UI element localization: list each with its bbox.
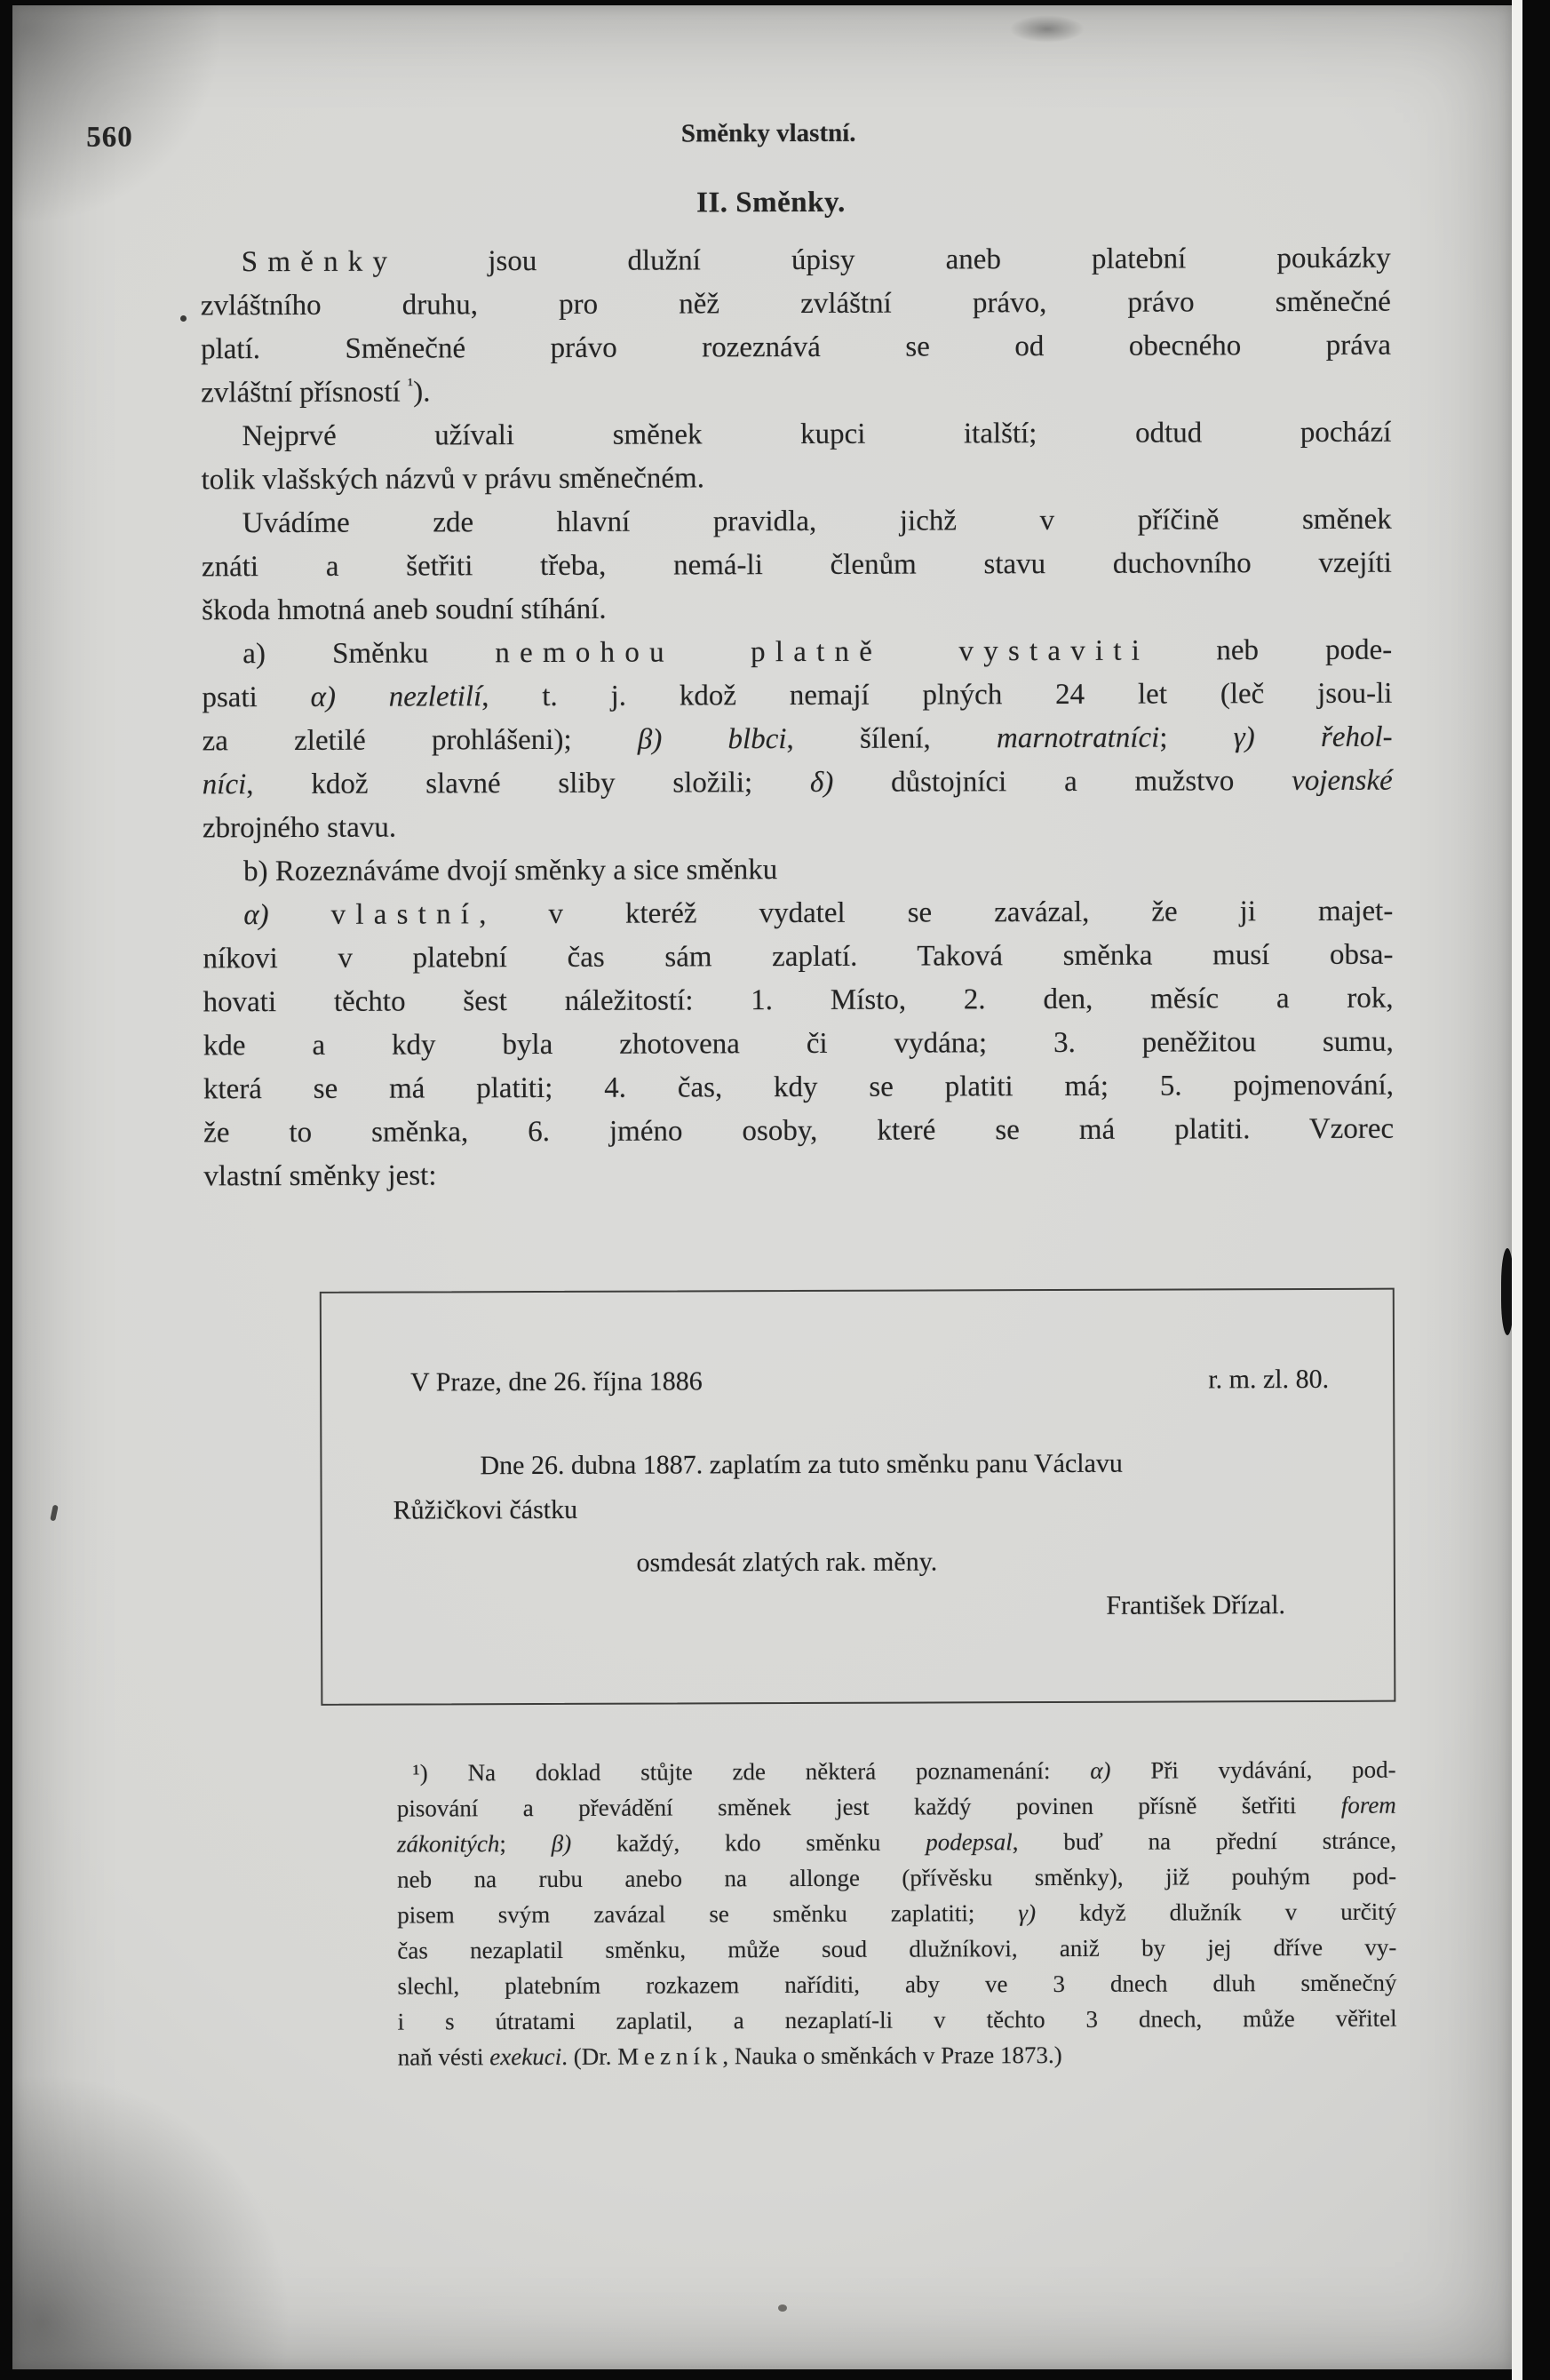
body-text	[201, 237, 1395, 1199]
text-segment: zbrojného stavu.	[202, 811, 397, 845]
scan-margin-mark	[50, 1505, 59, 1522]
text-segment	[269, 899, 331, 931]
text-line	[397, 1823, 1396, 1862]
text-line	[203, 977, 1394, 1025]
text-segment: Při vydávání, pod-	[1110, 1755, 1396, 1784]
text-segment: slechl, platebním rozkazem naříditi, aby ve 3 dnech dluh směnečný	[397, 1969, 1397, 2000]
text-segment: Uvádíme zde hlavní pravidla, jichž v příčině směnek	[242, 503, 1392, 540]
text-segment: čas nezaplatil směnku, může soud dlužníkovi, aniž by jej dříve vy-	[397, 1933, 1397, 1964]
paragraph	[203, 847, 1393, 895]
text-segment: marnotratníci	[996, 721, 1160, 755]
text-line	[398, 2036, 1397, 2075]
paragraph	[202, 629, 1393, 851]
text-line	[397, 1894, 1396, 1933]
text-line	[201, 411, 1391, 459]
text-segment: , t. j. kdož nemají plných 24 let (leč jsou-li	[481, 677, 1393, 713]
running-header-title: Směnky vlastní.	[680, 118, 856, 148]
text-segment: vlastní	[330, 898, 480, 931]
text-line	[203, 1108, 1394, 1156]
text-segment: vlastní směnky jest:	[203, 1159, 437, 1193]
text-segment: hovati těchto šest náležitostí: 1. Místo, 2. den, měsíc a rok,	[203, 982, 1394, 1019]
text-segment: Směnky	[241, 245, 398, 279]
scan-speck	[778, 2304, 787, 2312]
text-segment: níkovi v platební čas sám zaplatí. Taková směnka musí obsa-	[203, 938, 1394, 975]
text-segment: psati	[202, 681, 311, 714]
text-line	[201, 324, 1391, 372]
text-line	[202, 585, 1392, 633]
text-line	[397, 1859, 1396, 1898]
text-segment: γ)	[1018, 1899, 1037, 1927]
text-segment: β) blbci	[637, 723, 787, 756]
text-segment: , šílení,	[786, 722, 998, 756]
text-segment: vojenské	[1292, 764, 1393, 798]
text-segment: kde a kdy byla zhotovena či vydána; 3. peněžitou sumu,	[203, 1025, 1394, 1063]
text-segment: ).	[413, 376, 431, 409]
text-segment: zákonitých	[396, 1830, 500, 1858]
text-segment: γ) řehol-	[1233, 720, 1393, 754]
text-segment: forem	[1340, 1791, 1396, 1819]
text-segment: podepsal	[926, 1828, 1013, 1856]
note-amount-words: osmdesát zlatých rak. měny.	[636, 1547, 938, 1578]
note-body-line-1: Dne 26. dubna 1887. zaplatím za tuto směnku panu Václavu	[480, 1448, 1123, 1481]
text-segment: každý, kdo směnku	[571, 1828, 926, 1857]
text-line	[398, 2001, 1397, 2040]
text-segment: zvláštního druhu, pro něž zvláštní právo, právo směnečné	[200, 285, 1391, 322]
text-line	[203, 760, 1393, 808]
text-line	[397, 1787, 1396, 1827]
text-segment: znáti a šetřiti třeba, nemá-li členům stavu duchovního vzejíti	[201, 546, 1392, 584]
book-page	[12, 5, 1512, 2369]
section-title: II. Směnky.	[696, 186, 846, 219]
page-content	[86, 117, 1397, 2076]
text-segment: Mezník	[617, 2042, 723, 2070]
text-segment: níci	[202, 768, 247, 801]
text-segment: nemohou platně vystaviti	[495, 634, 1150, 670]
text-line	[203, 847, 1393, 895]
text-segment: naň vésti	[397, 2043, 490, 2071]
text-segment: škoda hmotná aneb soudní stíhání.	[202, 593, 607, 627]
scan-edge-white-strip	[1512, 0, 1522, 2380]
running-header-row	[86, 117, 1390, 163]
text-segment: i s útratami zaplatil, a nezaplatí-li v těchto 3 dnech, může věřitel	[397, 2004, 1397, 2035]
text-line	[203, 890, 1393, 938]
note-amount-short: r. m. zl. 80.	[1208, 1364, 1330, 1395]
note-place-date: V Praze, dne 26. října 1886	[410, 1366, 703, 1397]
text-segment: tolik vlašských názvů v právu směnečném.	[201, 462, 704, 497]
text-segment: že to směnka, 6. jméno osoby, které se má platiti. Vzorec	[203, 1112, 1395, 1150]
text-line	[203, 803, 1393, 851]
text-segment: když dlužník v určitý	[1035, 1898, 1397, 1927]
text-segment: pisování a převádění směnek jest každý povinen přísně šetřiti	[396, 1791, 1341, 1822]
text-segment: Nejprvé užívali směnek kupci italští; odtud pochází	[242, 416, 1392, 453]
text-line	[201, 237, 1391, 285]
paragraph	[203, 890, 1394, 1199]
text-segment: δ)	[809, 766, 834, 799]
text-line	[201, 368, 1391, 416]
text-segment: b) Rozeznáváme dvojí směnky a sice směnku	[243, 854, 778, 888]
text-segment: α)	[1090, 1756, 1111, 1784]
text-segment: za zletilé prohlášeni);	[202, 723, 638, 758]
text-segment: ;	[1159, 721, 1234, 754]
text-segment: která se má platiti; 4. čas, kdy se platiti má; 5. pojmenování,	[203, 1069, 1395, 1106]
note-signature: František Dřízal.	[1106, 1590, 1286, 1620]
text-line	[397, 1965, 1396, 2004]
text-segment: , buď na přední stránce,	[1012, 1827, 1396, 1856]
text-segment: exekuci	[489, 2042, 562, 2071]
text-line	[202, 498, 1392, 546]
text-segment: . (Dr.	[561, 2042, 618, 2070]
text-segment: platí. Směnečné právo rozeznává se od obecného práva	[200, 329, 1392, 366]
text-line	[201, 455, 1391, 503]
note-header-row	[410, 1365, 1329, 1398]
text-segment: důstojníci a mužstvo	[833, 765, 1292, 799]
text-segment: neb pode-	[1149, 633, 1393, 667]
text-line	[202, 673, 1392, 720]
text-line	[397, 1752, 1396, 1791]
text-segment: ;	[499, 1829, 552, 1858]
text-segment: jsou dlužní úpisy aneb platební poukázky	[397, 242, 1391, 278]
text-line	[203, 1151, 1394, 1199]
paragraph	[201, 237, 1392, 416]
paragraph	[202, 498, 1393, 633]
text-line	[202, 629, 1392, 677]
paragraph	[397, 1752, 1397, 2075]
text-segment: β)	[551, 1829, 572, 1857]
text-line	[397, 1930, 1396, 1969]
text-line	[203, 1064, 1394, 1112]
note-body-line-2: Růžičkovi částku	[393, 1494, 578, 1525]
footnote-ref: ¹	[407, 375, 414, 395]
text-line	[202, 542, 1392, 590]
text-segment: α) nezletilí	[310, 681, 482, 713]
scan-speck	[180, 315, 187, 322]
page-number: 560	[86, 121, 133, 154]
text-line	[203, 934, 1393, 982]
text-segment: a) Směnku	[242, 637, 496, 671]
promissory-note-box	[320, 1288, 1396, 1706]
paragraph	[201, 411, 1391, 503]
text-segment: α)	[243, 899, 269, 932]
text-line	[203, 1021, 1394, 1069]
text-segment: neb na rubu anebo na allonge (přívěsku směnky), již pouhým pod-	[397, 1862, 1397, 1893]
footnote-block	[397, 1752, 1397, 2075]
text-segment: , Nauka o směnkách v Praze 1873.)	[722, 2041, 1062, 2070]
text-segment: zvláštní přísností	[201, 376, 409, 410]
text-segment: pisem svým zavázal se směnku zaplatiti;	[397, 1899, 1019, 1929]
text-line	[203, 716, 1393, 764]
text-line	[201, 281, 1391, 329]
text-segment: , v kteréž vydatel se zavázal, že ji majet-	[479, 895, 1394, 931]
text-segment: , kdož slavné sliby složili;	[246, 766, 811, 801]
text-segment: ¹) Na doklad stůjte zde některá poznamenání:	[412, 1756, 1091, 1787]
